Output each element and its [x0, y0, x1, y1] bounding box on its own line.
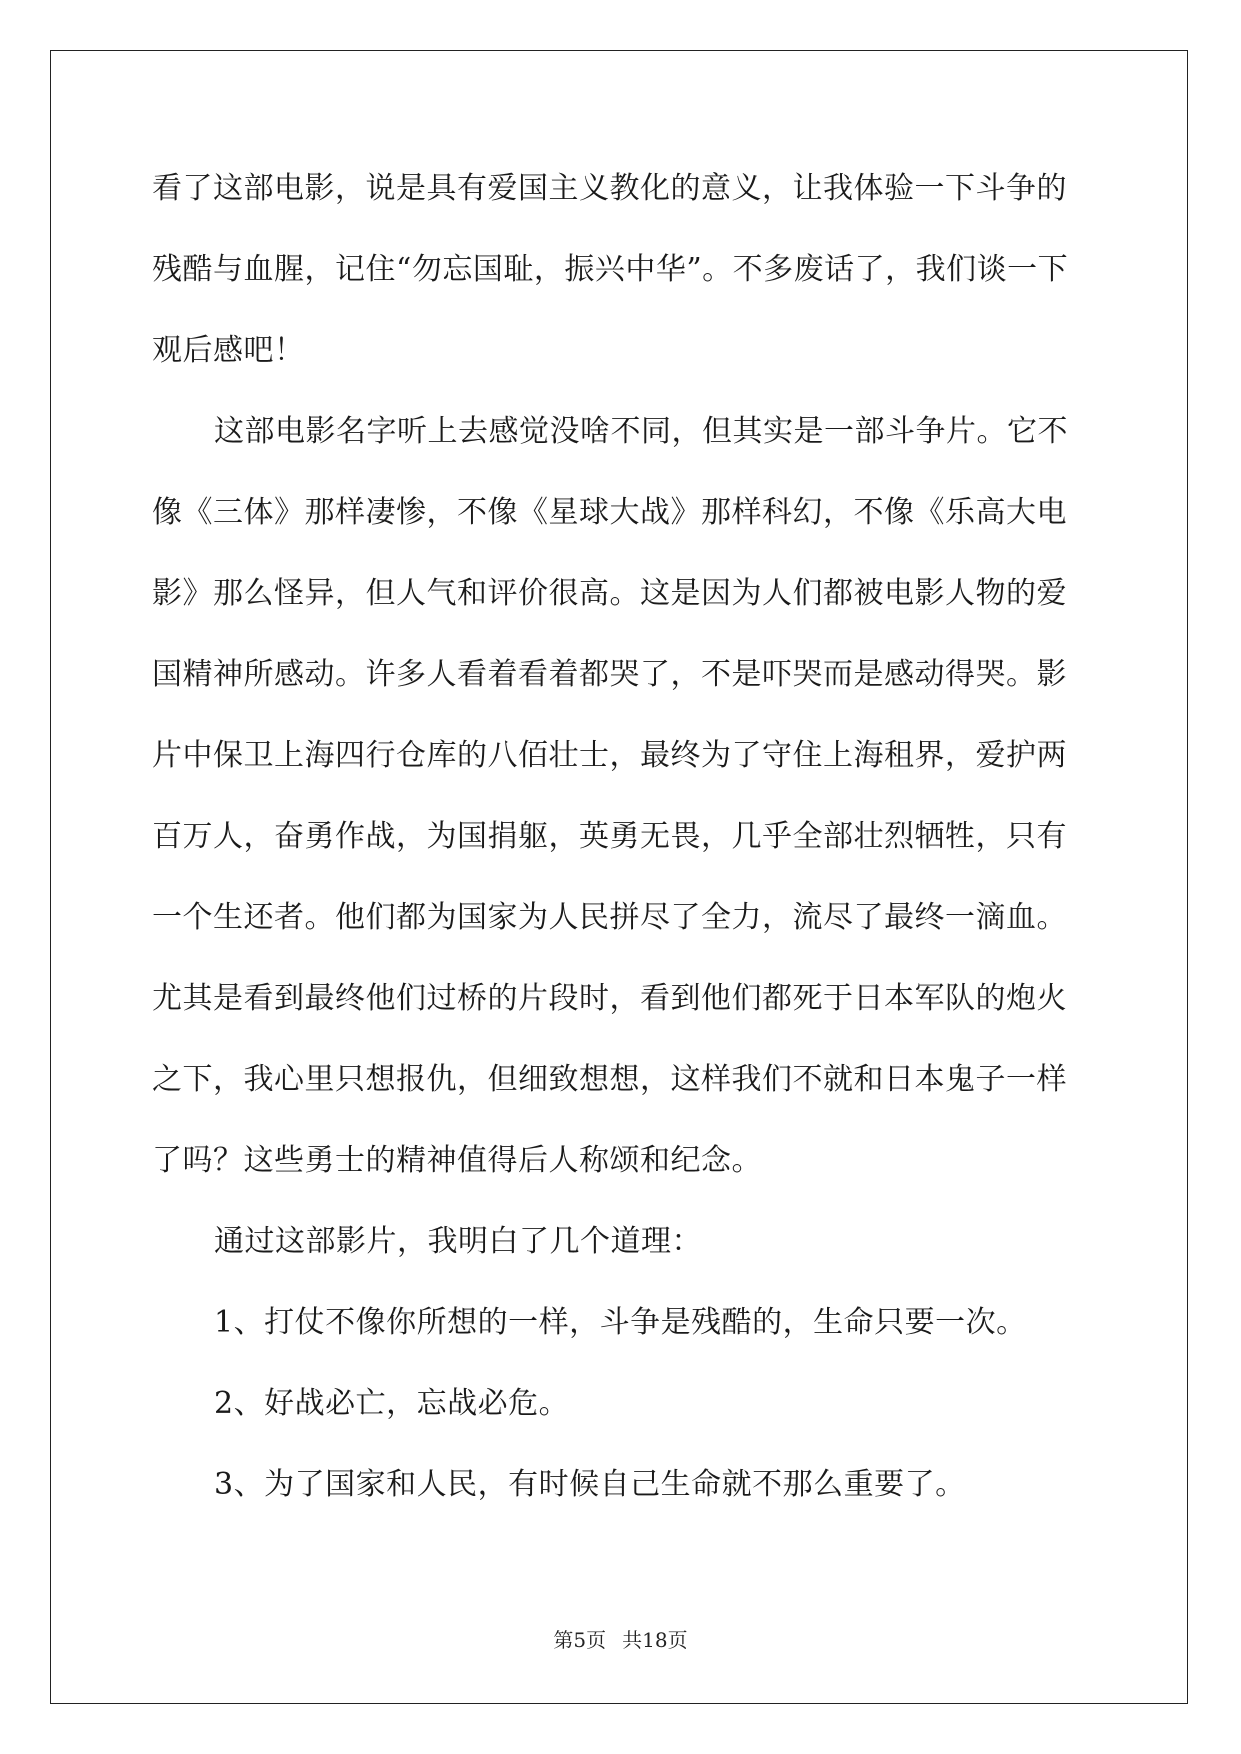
page-number: 第5页	[553, 1628, 607, 1652]
text-line: 国精神所感动。许多人看着看着都哭了，不是吓哭而是感动得哭。影	[152, 657, 1067, 692]
paragraph-start-line: 这部电影名字听上去感觉没啥不同，但其实是一部斗争片。它不	[214, 414, 1068, 449]
text-line: 看了这部电影，说是具有爱国主义教化的意义，让我体验一下斗争的	[152, 171, 1067, 206]
paragraph-start-line: 通过这部影片，我明白了几个道理：	[214, 1224, 702, 1259]
text-line: 百万人，奋勇作战，为国捐躯，英勇无畏，几乎全部壮烈牺牲，只有	[152, 819, 1067, 854]
list-item-3: 3、为了国家和人民，有时候自己生命就不那么重要了。	[214, 1467, 966, 1502]
text-line: 之下，我心里只想报仇，但细致想想，这样我们不就和日本鬼子一样	[152, 1062, 1067, 1097]
text-line: 像《三体》那样凄惨，不像《星球大战》那样科幻，不像《乐高大电	[152, 495, 1067, 530]
list-item-1: 1、打仗不像你所想的一样，斗争是残酷的，生命只要一次。	[214, 1305, 1027, 1340]
list-item-2: 2、好战必亡，忘战必危。	[214, 1386, 570, 1421]
text-line: 片中保卫上海四行仓库的八佰壮士，最终为了守住上海租界，爱护两	[152, 738, 1067, 773]
text-line: 残酷与血腥，记住“勿忘国耻，振兴中华”。不多废话了，我们谈一下	[152, 252, 1069, 287]
text-line: 一个生还者。他们都为国家为人民拼尽了全力，流尽了最终一滴血。	[152, 900, 1067, 935]
page-total: 共18页	[622, 1628, 688, 1652]
page-footer	[0, 1624, 1241, 1653]
text-line: 影》那么怪异，但人气和评价很高。这是因为人们都被电影人物的爱	[152, 576, 1067, 611]
text-line: 观后感吧！	[152, 333, 305, 368]
text-line: 了吗？这些勇士的精神值得后人称颂和纪念。	[152, 1143, 762, 1178]
text-line: 尤其是看到最终他们过桥的片段时，看到他们都死于日本军队的炮火	[152, 981, 1067, 1016]
document-body	[152, 160, 1092, 1537]
